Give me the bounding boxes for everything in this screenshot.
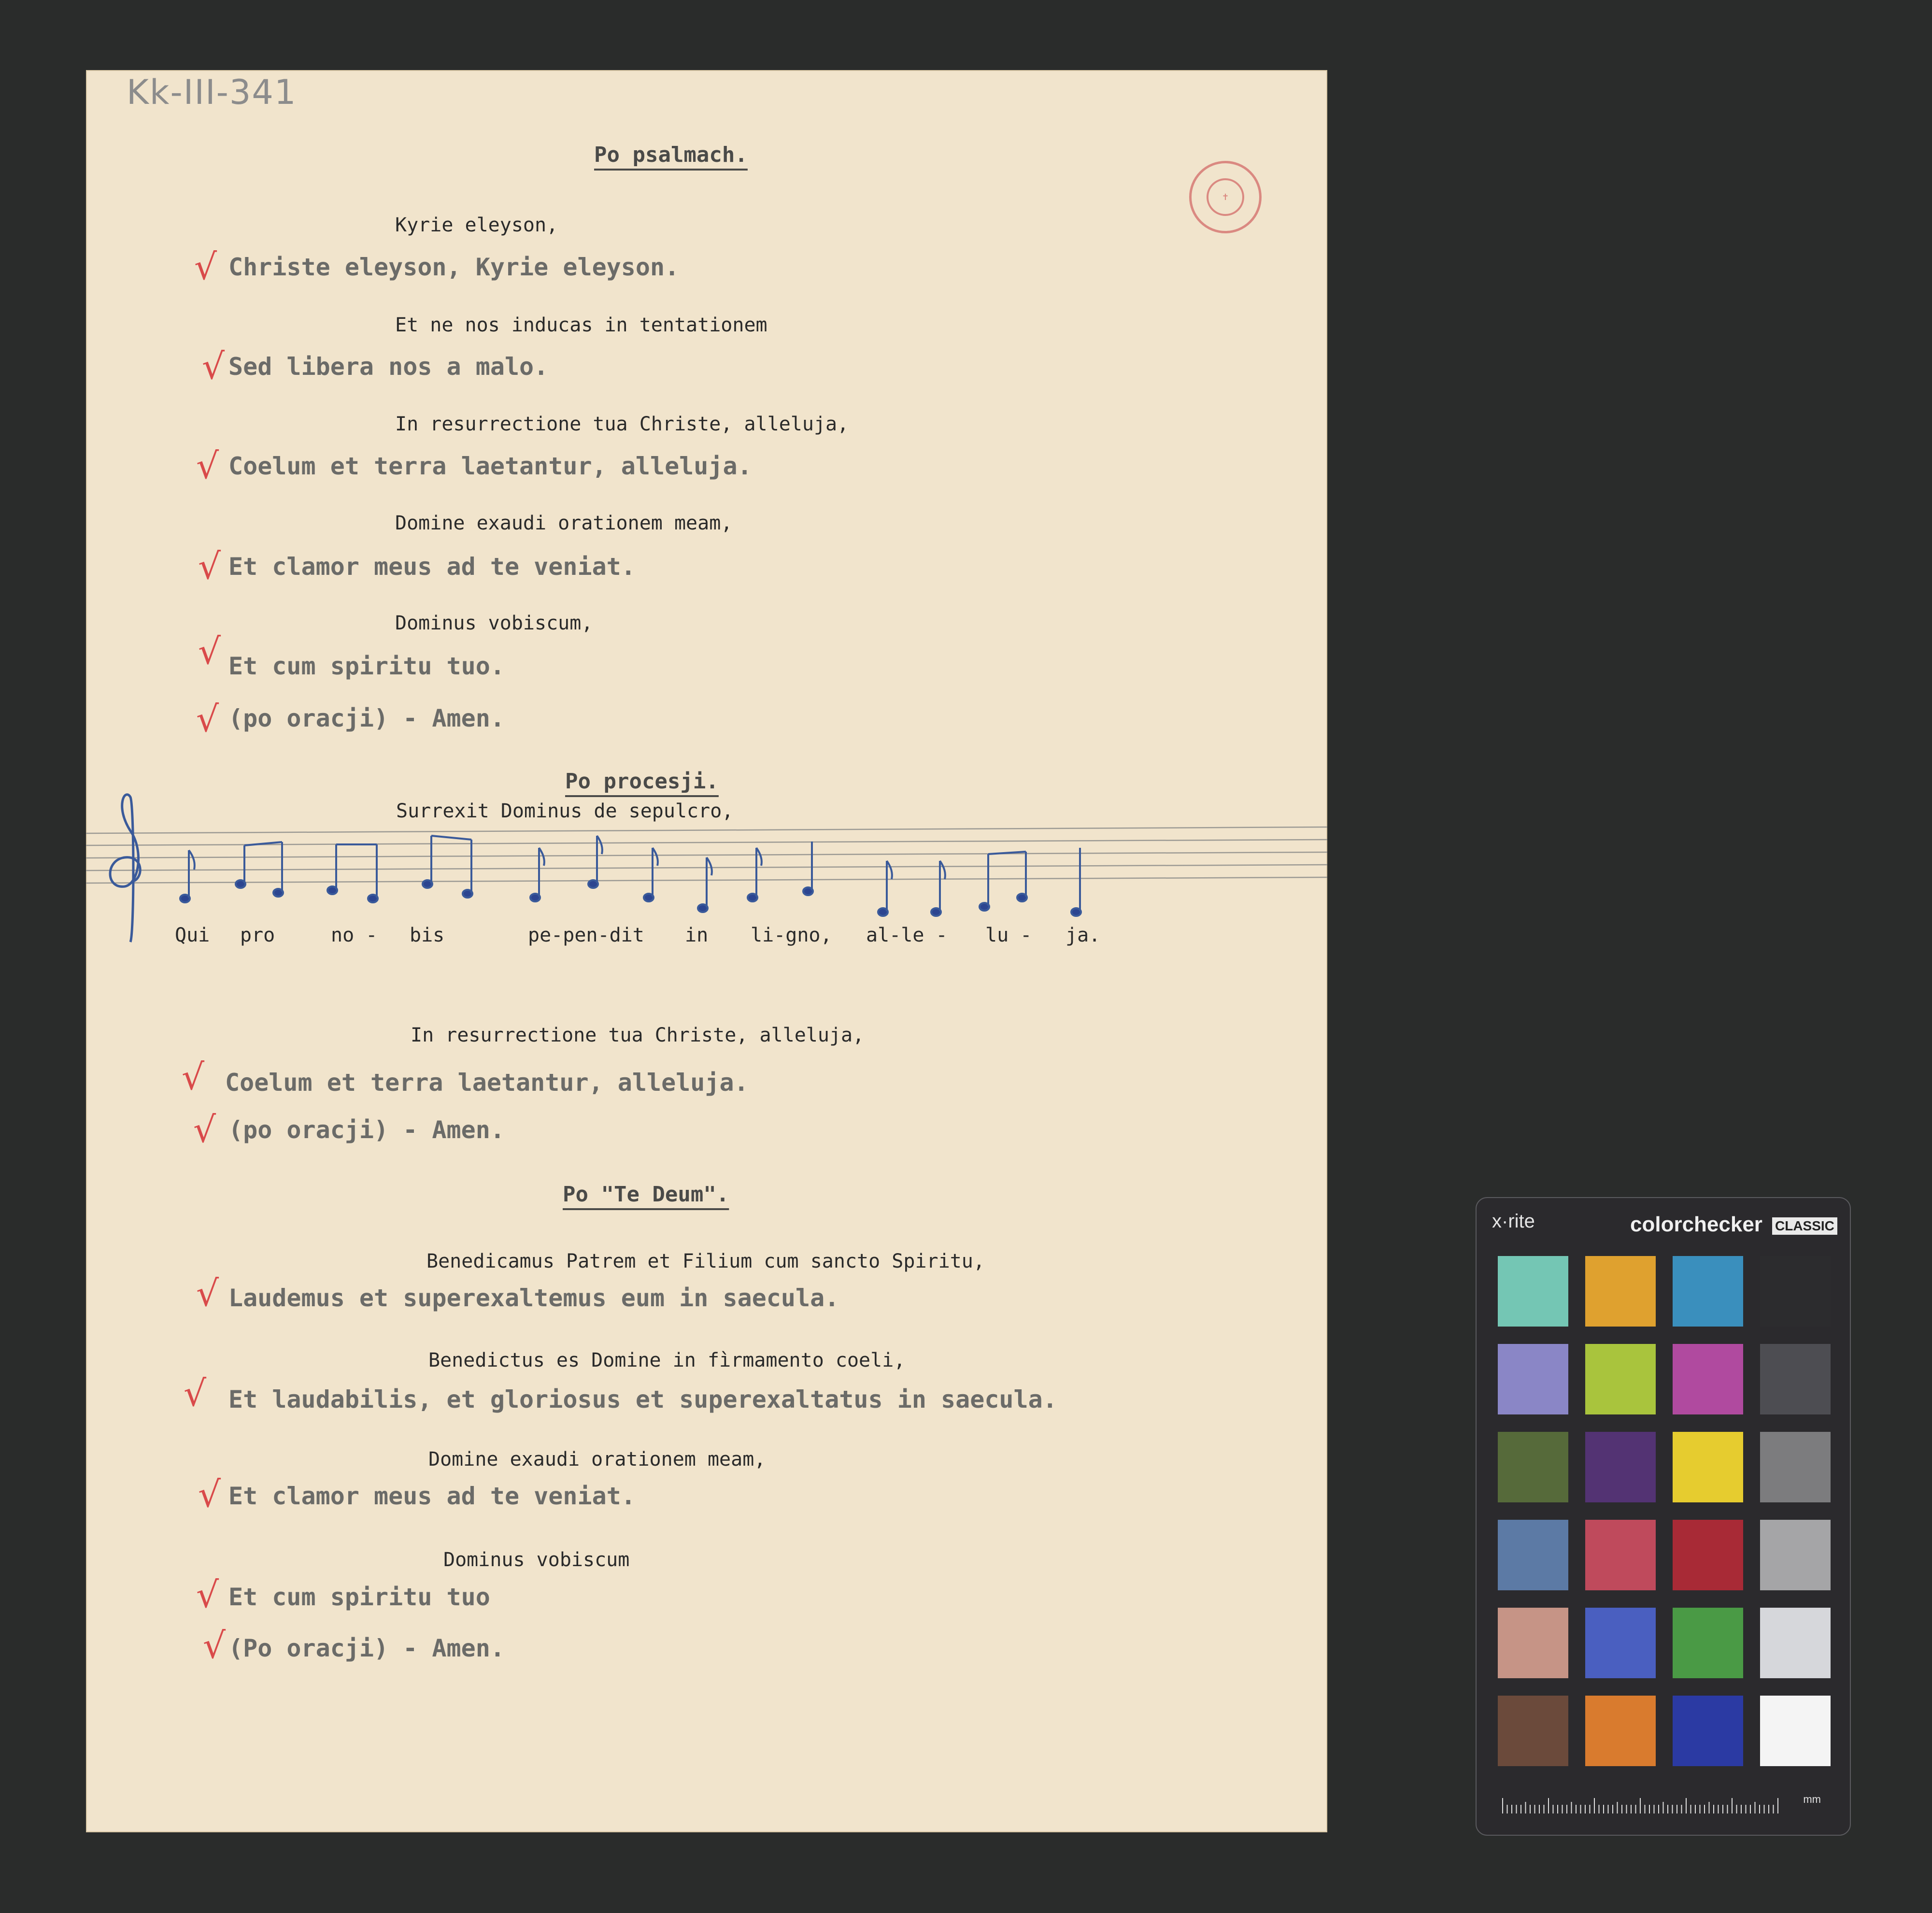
call-line: In resurrectione tua Christe, alleluja, bbox=[395, 413, 849, 435]
call-line: Benedictus es Domine in fìrmamento coeli, bbox=[428, 1349, 906, 1371]
ruler-unit-label: mm bbox=[1803, 1793, 1821, 1805]
lyric-syllable: Qui bbox=[175, 924, 210, 946]
call-line: Surrexit Dominus de sepulcro, bbox=[396, 800, 734, 822]
call-line: Et ne nos inducas in tentationem bbox=[395, 314, 767, 336]
classic-badge: CLASSIC bbox=[1772, 1217, 1837, 1235]
red-check-mark: √ bbox=[184, 1373, 207, 1414]
red-check-mark: √ bbox=[196, 699, 219, 740]
red-check-mark: √ bbox=[203, 1625, 226, 1667]
response-line: Christe eleyson, Kyrie eleyson. bbox=[228, 253, 680, 281]
section-heading-po-psalmach: Po psalmach. bbox=[594, 143, 748, 167]
color-patch bbox=[1498, 1432, 1568, 1502]
response-line: Et clamor meus ad te veniat. bbox=[228, 1482, 636, 1510]
color-patch bbox=[1498, 1608, 1568, 1678]
red-check-mark: √ bbox=[196, 1574, 219, 1616]
color-patch bbox=[1673, 1256, 1743, 1327]
call-line: Dominus vobiscum bbox=[443, 1549, 630, 1571]
color-patch bbox=[1760, 1520, 1831, 1590]
color-patch bbox=[1585, 1432, 1656, 1502]
response-line: Sed libera nos a malo. bbox=[228, 353, 549, 381]
lyric-syllable: lu - bbox=[985, 924, 1032, 946]
millimeter-ruler bbox=[1501, 1796, 1790, 1815]
color-patch bbox=[1498, 1696, 1568, 1766]
response-line: (po oracji) - Amen. bbox=[228, 1116, 505, 1144]
color-patch bbox=[1673, 1432, 1743, 1502]
response-line: (po oracji) - Amen. bbox=[228, 704, 505, 732]
archive-stamp bbox=[1189, 161, 1262, 233]
color-patch bbox=[1498, 1256, 1568, 1327]
response-line: Et clamor meus ad te veniat. bbox=[228, 553, 636, 581]
section-heading-po-te-deum: Po "Te Deum". bbox=[563, 1182, 729, 1207]
color-patch bbox=[1760, 1344, 1831, 1414]
red-check-mark: √ bbox=[182, 1056, 205, 1098]
red-check-mark: √ bbox=[196, 445, 219, 487]
music-staff bbox=[86, 787, 1327, 947]
red-check-mark: √ bbox=[196, 1273, 219, 1314]
color-patch bbox=[1673, 1520, 1743, 1590]
red-check-mark: √ bbox=[194, 246, 217, 288]
red-check-mark: √ bbox=[198, 631, 221, 672]
color-patch bbox=[1673, 1696, 1743, 1766]
red-check-mark: √ bbox=[198, 546, 221, 587]
lyric-syllable: ja. bbox=[1065, 924, 1101, 946]
color-patch bbox=[1760, 1608, 1831, 1678]
color-patch bbox=[1673, 1608, 1743, 1678]
call-line: In resurrectione tua Christe, alleluja, bbox=[411, 1024, 865, 1046]
call-line: Domine exaudi orationem meam, bbox=[395, 512, 733, 534]
response-line: Et cum spiritu tuo. bbox=[228, 652, 505, 680]
xrite-logo: x·rite bbox=[1492, 1211, 1535, 1232]
lyric-syllable: in bbox=[685, 924, 709, 946]
lyric-syllable: li-gno, bbox=[751, 924, 832, 946]
color-patch bbox=[1498, 1344, 1568, 1414]
section-heading-po-procesji: Po procesji. bbox=[565, 769, 719, 794]
red-check-mark: √ bbox=[198, 1474, 221, 1515]
color-patch bbox=[1760, 1432, 1831, 1502]
catalog-mark: Kk-III-341 bbox=[127, 72, 297, 112]
response-line: Et cum spiritu tuo bbox=[228, 1583, 490, 1611]
color-patch bbox=[1585, 1256, 1656, 1327]
red-check-mark: √ bbox=[202, 346, 225, 387]
color-patch bbox=[1760, 1256, 1831, 1327]
lyric-syllable: al-le - bbox=[866, 924, 948, 946]
lyric-syllable: bis bbox=[410, 924, 445, 946]
color-patch bbox=[1760, 1696, 1831, 1766]
call-line: Dominus vobiscum, bbox=[395, 612, 593, 634]
lyric-syllable: pe-pen-dit bbox=[528, 924, 644, 946]
call-line: Benedicamus Patrem et Filium cum sancto Spiritu, bbox=[426, 1250, 985, 1272]
treble-clef-icon bbox=[110, 795, 140, 942]
call-line: Kyrie eleyson, bbox=[395, 214, 558, 236]
response-line: (Po oracji) - Amen. bbox=[228, 1634, 505, 1662]
color-patch bbox=[1585, 1520, 1656, 1590]
colorchecker-product: colorchecker bbox=[1630, 1213, 1762, 1236]
color-patch bbox=[1498, 1520, 1568, 1590]
response-line: Et laudabilis, et gloriosus et superexaltatus in saecula. bbox=[228, 1385, 1057, 1413]
lyric-syllable: no - bbox=[331, 924, 378, 946]
color-checker-card bbox=[1476, 1197, 1851, 1836]
call-line: Domine exaudi orationem meam, bbox=[428, 1448, 766, 1470]
stamp-inner-ring: ✝ bbox=[1207, 178, 1244, 216]
response-line: Coelum et terra laetantur, alleluja. bbox=[228, 452, 752, 480]
response-line: Coelum et terra laetantur, alleluja. bbox=[225, 1069, 749, 1097]
lyric-syllable: pro bbox=[240, 924, 275, 946]
colorchecker-title bbox=[1630, 1213, 1762, 1237]
color-patch bbox=[1585, 1696, 1656, 1766]
color-patch bbox=[1585, 1344, 1656, 1414]
color-patch bbox=[1673, 1344, 1743, 1414]
red-check-mark: √ bbox=[193, 1109, 216, 1151]
response-line: Laudemus et superexaltemus eum in saecula. bbox=[228, 1284, 839, 1312]
color-patch bbox=[1585, 1608, 1656, 1678]
